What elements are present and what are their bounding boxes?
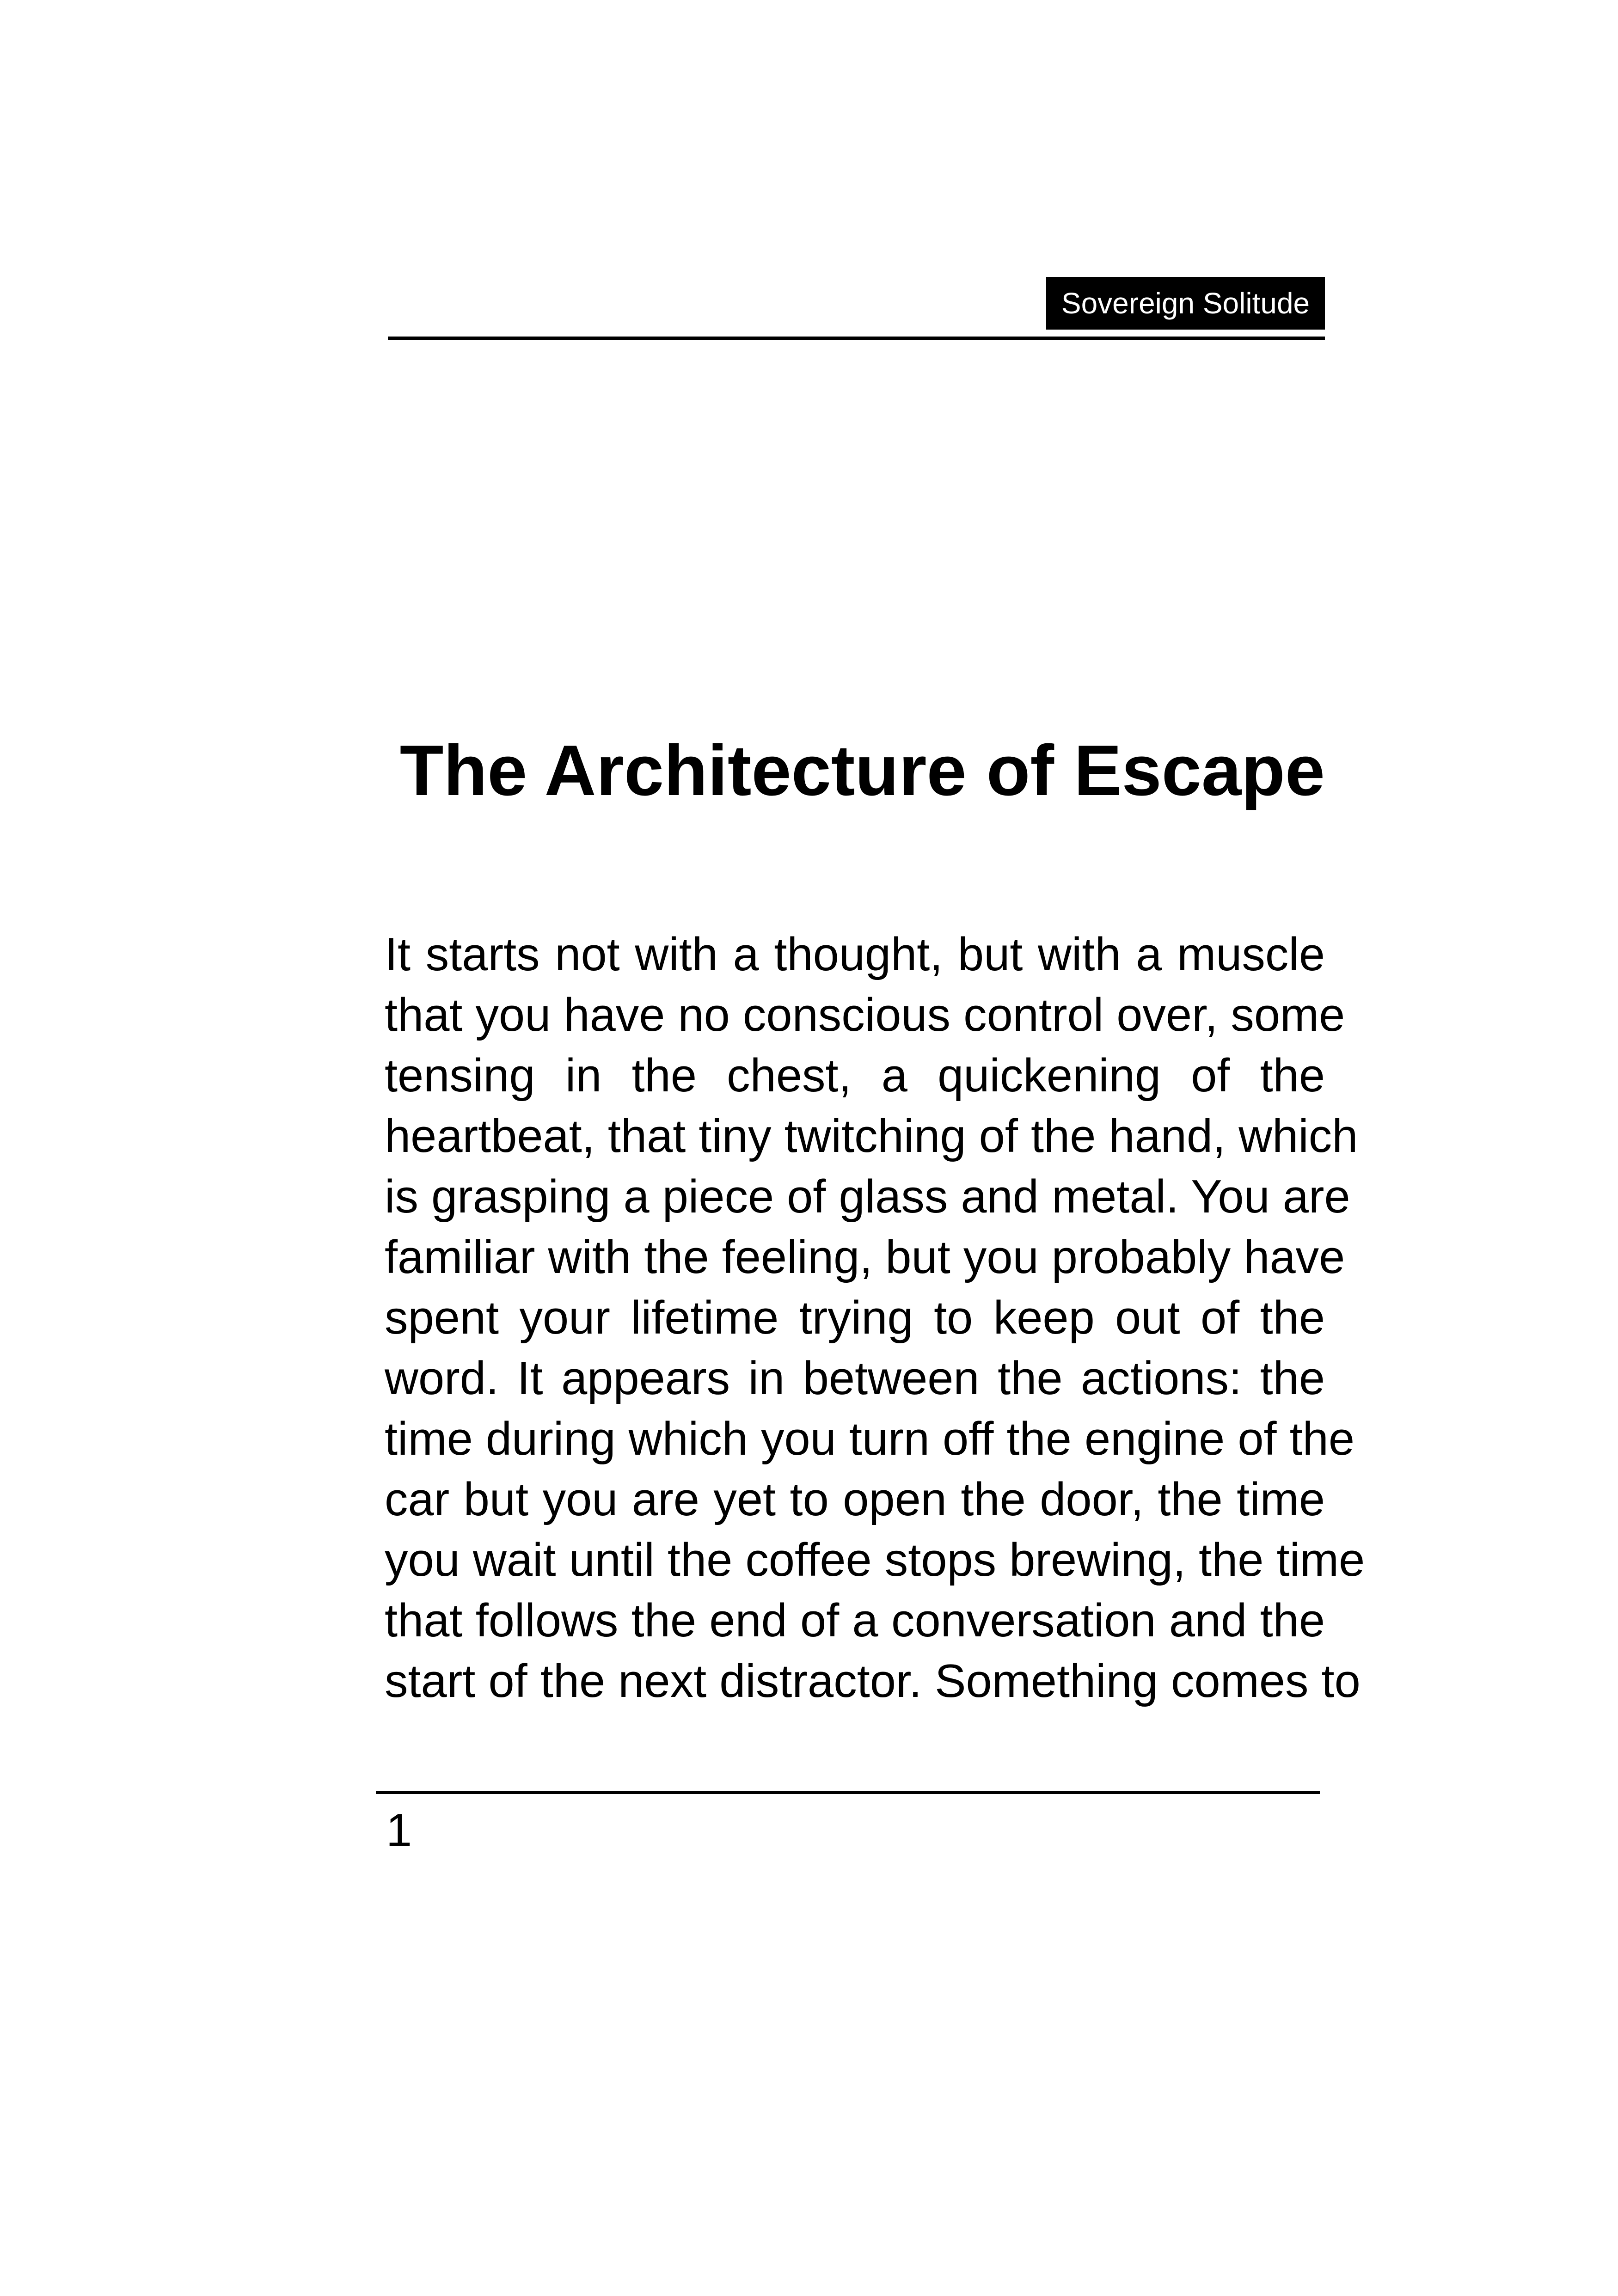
body-line: you wait until the coffee stops brewing, the time <box>385 1534 1365 1586</box>
header-rule <box>388 337 1325 340</box>
body-line: spent your lifetime trying to keep out of the <box>385 1292 1325 1344</box>
body-line: It starts not with a thought, but with a muscle <box>385 929 1325 980</box>
body-line: that follows the end of a conversation and the <box>385 1595 1325 1647</box>
body-line: heartbeat, that tiny twitching of the hand, which <box>385 1110 1358 1162</box>
body-line: that you have no conscious control over, some <box>385 989 1345 1041</box>
footer-rule <box>376 1791 1320 1794</box>
page-number: 1 <box>386 1805 412 1856</box>
body-line: tensing in the chest, a quickening of the <box>385 1050 1325 1102</box>
body-line: car but you are yet to open the door, the time <box>385 1474 1325 1525</box>
body-line: time during which you turn off the engine of the <box>385 1413 1355 1465</box>
running-head: Sovereign Solitude <box>1046 277 1325 330</box>
body-line: is grasping a piece of glass and metal. You are <box>385 1171 1350 1223</box>
body-line: familiar with the feeling, but you probably have <box>385 1231 1345 1283</box>
body-paragraph <box>385 925 1365 1712</box>
chapter-title: The Architecture of Escape <box>399 730 1325 810</box>
body-line: start of the next distractor. Something comes to <box>385 1655 1361 1707</box>
body-line: word. It appears in between the actions: the <box>385 1353 1325 1404</box>
